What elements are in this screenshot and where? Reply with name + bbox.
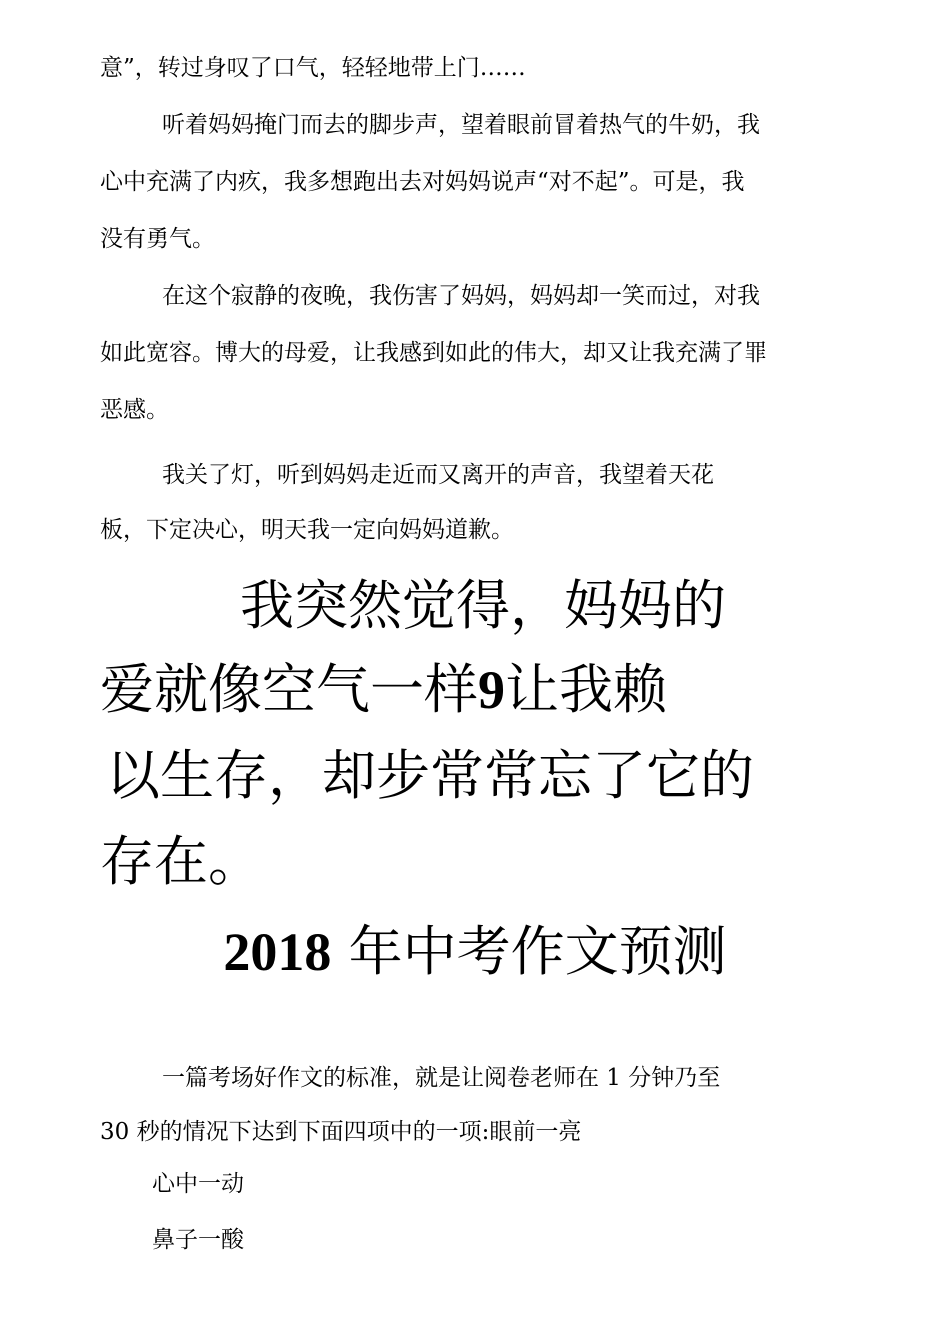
large-text-line <box>100 658 667 722</box>
list-item: 鼻子一酸 <box>152 1227 244 1253</box>
paragraph-line: 如此宽容。博大的母爱，让我感到如此的伟大，却又让我充满了罪 <box>100 340 767 366</box>
large-text-line: 存在。 <box>100 830 262 893</box>
paragraph-line: 恶感。 <box>100 397 169 423</box>
large-text-line: 我突然觉得，妈妈的 <box>240 574 726 637</box>
paragraph-line: 我关了灯，听到妈妈走近而又离开的声音，我望着天花 <box>162 462 714 488</box>
paragraph-line: 意”，转过身叹了口气，轻轻地带上门…… <box>100 55 526 81</box>
paragraph-line: 没有勇气。 <box>100 226 215 252</box>
large-text-segment: 爱就像空气一样 <box>100 658 478 721</box>
paragraph-line: 心中充满了内疚，我多想跑出去对妈妈说声“对不起”。可是，我 <box>100 169 745 195</box>
paragraph-line: 板，下定决心，明天我一定向妈妈道歉。 <box>100 517 514 543</box>
large-text-line: 以生存，却步常常忘了它的 <box>106 744 754 807</box>
title-text: 年中考作文预测 <box>348 920 727 983</box>
paragraph-line: 一篇考场好作文的标准，就是让阅卷老师在 1 分钟乃至 <box>162 1065 721 1091</box>
title-year: 2018 <box>223 922 332 982</box>
paragraph-line: 30 秒的情况下达到下面四项中的一项:眼前一亮 <box>100 1119 582 1145</box>
page-title <box>100 920 850 984</box>
large-text-segment: 让我赖 <box>505 658 667 721</box>
large-text-number: 9 <box>478 660 505 720</box>
list-item: 心中一动 <box>152 1171 244 1197</box>
paragraph-line: 在这个寂静的夜晚，我伤害了妈妈，妈妈却一笑而过，对我 <box>162 283 760 309</box>
paragraph-line: 听着妈妈掩门而去的脚步声，望着眼前冒着热气的牛奶，我 <box>162 112 760 138</box>
